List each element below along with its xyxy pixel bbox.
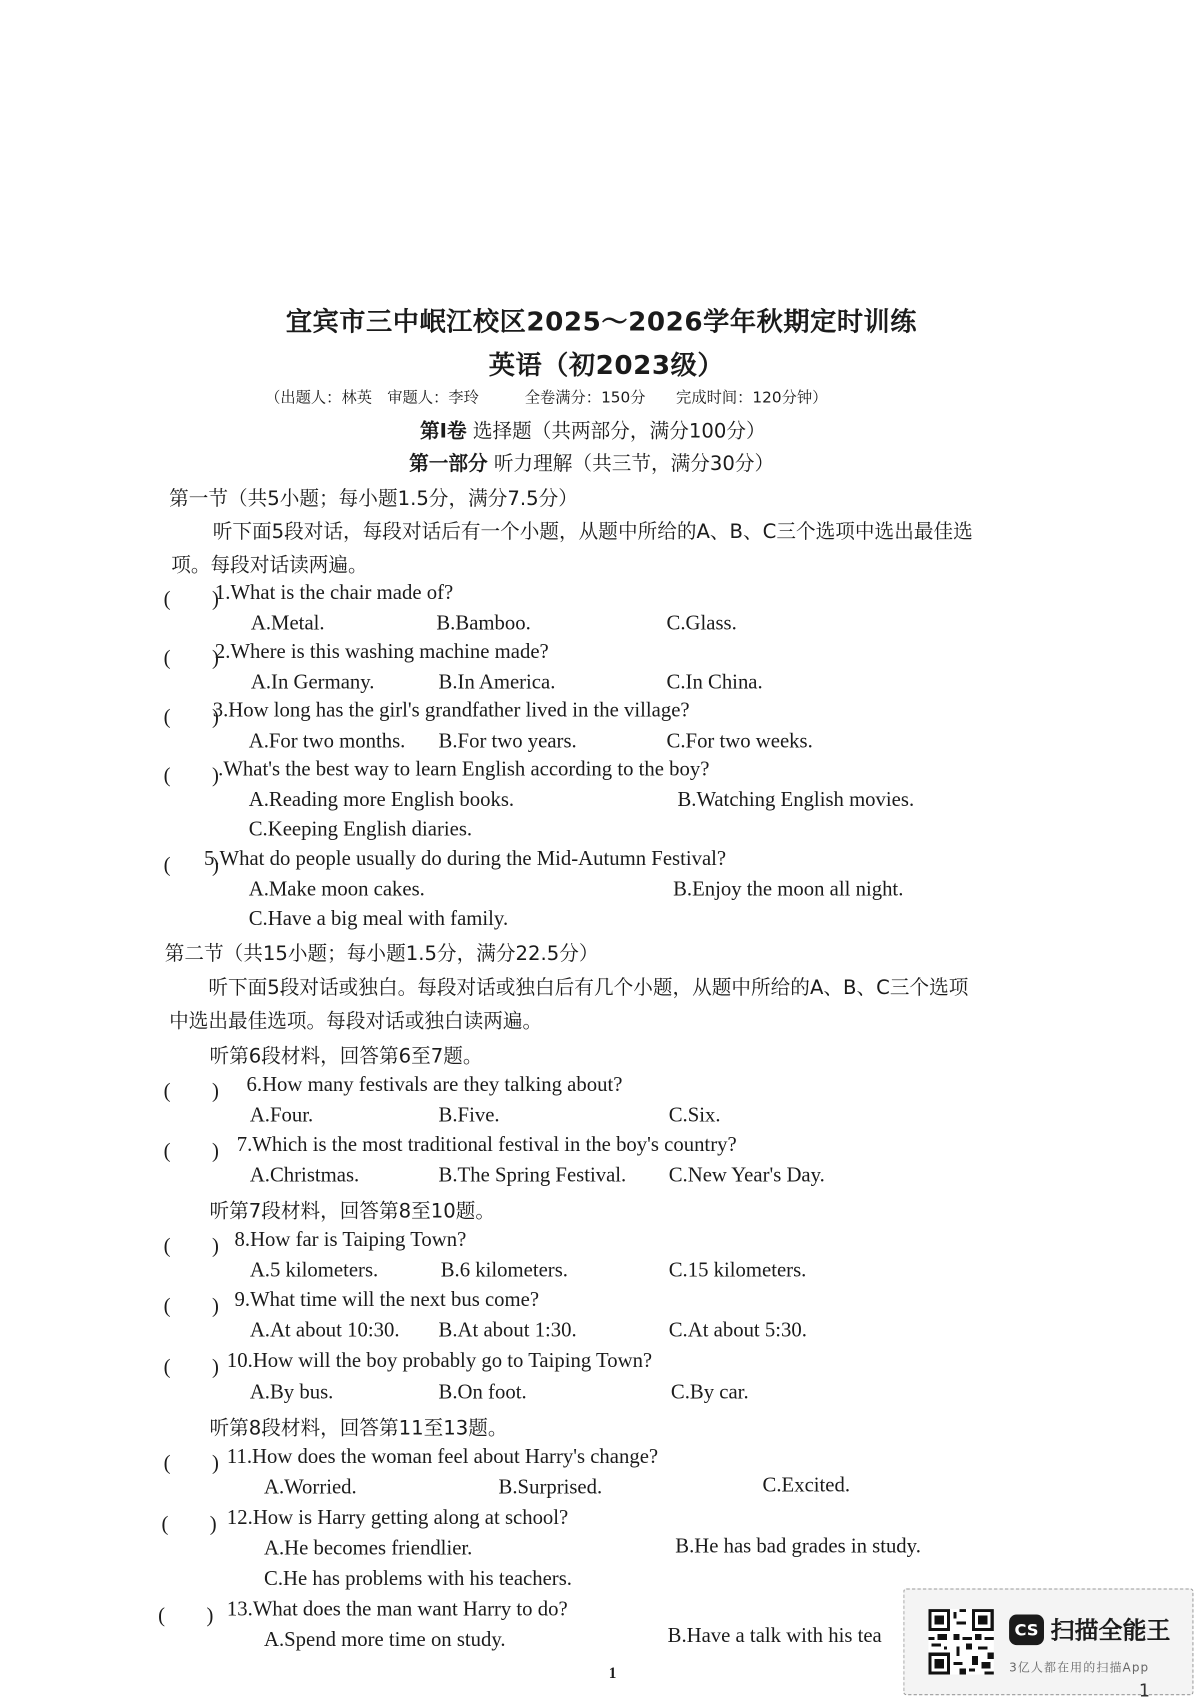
q8-option-c: C.15 kilometers. (668, 1258, 807, 1282)
question-8: 8.How far is Taiping Town? (234, 1228, 467, 1252)
q12-option-c: C.He has problems with his teachers. (263, 1567, 572, 1591)
q10-option-b: B.On foot. (438, 1381, 527, 1404)
q2-option-c: C.In China. (666, 670, 763, 694)
q11-option-b: B.Surprised. (498, 1475, 603, 1499)
section2-instructions-line1: 听下面5段对话或独白。每段对话或独白后有几个小题，从题中所给的A、B、C三个选项 (208, 976, 969, 1000)
question-12: 12.How is Harry getting along at school? (226, 1506, 569, 1530)
q1-option-c: C.Glass. (666, 611, 737, 635)
question-11: 11.How does the woman feel about Harry's change? (226, 1445, 659, 1469)
volume-text: 选择题（共两部分，满分100分） (472, 419, 766, 443)
exam-meta: （出题人：林英 审题人：李玲 全卷满分：150分 完成时间：120分钟） (265, 389, 828, 407)
q9-option-b: B.At about 1:30. (438, 1318, 577, 1342)
q6-option-b: B.Five. (438, 1103, 500, 1127)
q12-option-a: A.He becomes friendlier. (263, 1537, 473, 1560)
q12-option-b: B.He has bad grades in study. (675, 1534, 921, 1558)
q1-option-a: A.Metal. (250, 611, 325, 635)
part-heading (409, 448, 774, 476)
volume-heading (420, 416, 766, 444)
q11-option-a: A.Worried. (263, 1475, 357, 1499)
q5-option-b: B.Enjoy the moon all night. (673, 878, 904, 902)
q6-option-c: C.Six. (668, 1103, 721, 1127)
camscanner-slogan: 3亿人都在用的扫描App (1009, 1660, 1150, 1675)
q7-option-a: A.Christmas. (249, 1163, 360, 1187)
page-number: 1 (608, 1665, 617, 1683)
question-6: 6.How many festivals are they talking about? (246, 1073, 623, 1097)
question-9: 9.What time will the next bus come? (234, 1288, 540, 1312)
q4-option-c: C.Keeping English diaries. (248, 818, 473, 842)
q4-option-a: A.Reading more English books. (248, 788, 515, 812)
part-text: 听力理解（共三节，满分30分） (493, 452, 775, 476)
answer-blank[interactable]: ( ) (161, 1513, 217, 1536)
q6-option-a: A.Four. (249, 1103, 314, 1127)
answer-blank[interactable]: ( ) (163, 1139, 219, 1163)
question-1: 1.What is the chair made of? (214, 581, 454, 605)
material-7-heading: 听第7段材料，回答第8至10题。 (209, 1199, 496, 1223)
question-4: .What's the best way to learn English according to the boy? (218, 758, 710, 782)
q9-option-a: A.At about 10:30. (249, 1318, 400, 1342)
material-6-heading: 听第6段材料，回答第6至7题。 (209, 1045, 483, 1068)
q7-option-c: C.New Year's Day. (668, 1163, 825, 1187)
section2-heading: 第二节（共15小题；每小题1.5分，满分22.5分） (164, 942, 599, 966)
q3-option-c: C.For two weeks. (666, 729, 813, 753)
question-7: 7.Which is the most traditional festival in the boy's country? (236, 1133, 737, 1157)
question-10: 10.How will the boy probably go to Taiping Town? (226, 1349, 653, 1373)
q1-option-b: B.Bamboo. (436, 611, 531, 635)
question-2: 2.Where is this washing machine made? (214, 640, 549, 664)
question-13: 13.What does the man want Harry to do? (226, 1598, 568, 1622)
q8-option-a: A.5 kilometers. (249, 1258, 379, 1282)
exam-title: 宜宾市三中岷江校区2025～2026学年秋期定时训练 (285, 306, 918, 338)
q3-option-a: A.For two months. (248, 729, 406, 753)
q2-option-b: B.In America. (438, 670, 556, 694)
volume-label: 第Ⅰ卷 (419, 419, 467, 443)
corner-page-number: 1 (1138, 1679, 1151, 1701)
question-3: 3.How long has the girl's grandfather lived in the village? (212, 699, 690, 723)
q4-option-b: B.Watching English movies. (677, 788, 915, 812)
section2-instructions-line2: 中选出最佳选项。每段对话或独白读两遍。 (169, 1010, 543, 1034)
material-8-heading: 听第8段材料，回答第11至13题。 (209, 1417, 508, 1440)
q8-option-b: B.6 kilometers. (440, 1258, 568, 1282)
answer-blank[interactable]: ( ) (163, 764, 219, 788)
answer-blank[interactable]: ( ) (163, 1451, 219, 1475)
answer-blank[interactable]: ( ) (163, 646, 219, 670)
qr-code-icon (928, 1609, 993, 1674)
q5-option-a: A.Make moon cakes. (248, 878, 425, 902)
question-5: 5.What do people usually do during the Mid-Autumn Festival? (203, 847, 727, 871)
q7-option-b: B.The Spring Festival. (438, 1163, 627, 1187)
part-label: 第一部分 (409, 452, 488, 476)
q2-option-a: A.In Germany. (250, 670, 375, 694)
answer-blank[interactable]: ( ) (163, 705, 219, 729)
answer-blank[interactable]: ( ) (163, 587, 219, 611)
camscanner-logo: CS (1009, 1615, 1044, 1646)
answer-blank[interactable]: ( ) (163, 854, 219, 878)
section1-instructions-line2: 项。每段对话读两遍。 (171, 554, 368, 578)
q9-option-c: C.At about 5:30. (668, 1318, 807, 1342)
q10-option-a: A.By bus. (249, 1381, 334, 1404)
answer-blank[interactable]: ( ) (163, 1294, 219, 1318)
section1-heading: 第一节（共5小题；每小题1.5分，满分7.5分） (169, 487, 578, 511)
camscanner-name: 扫描全能王 (1050, 1617, 1171, 1646)
answer-blank[interactable]: ( ) (158, 1604, 214, 1628)
q3-option-b: B.For two years. (438, 729, 577, 753)
q11-option-c: C.Excited. (762, 1473, 851, 1497)
section1-instructions-line1: 听下面5段对话，每段对话后有一个小题，从题中所给的A、B、C三个选项中选出最佳选 (212, 520, 973, 544)
answer-blank[interactable]: ( ) (163, 1079, 219, 1103)
answer-blank[interactable]: ( ) (163, 1355, 219, 1379)
q13-option-a: A.Spend more time on study. (263, 1628, 506, 1652)
exam-subtitle: 英语（初2023级） (488, 350, 725, 381)
q10-option-c: C.By car. (670, 1381, 749, 1404)
q5-option-c: C.Have a big meal with family. (248, 907, 509, 931)
q13-option-b: B.Have a talk with his tea (667, 1624, 882, 1648)
answer-blank[interactable]: ( ) (163, 1234, 219, 1258)
